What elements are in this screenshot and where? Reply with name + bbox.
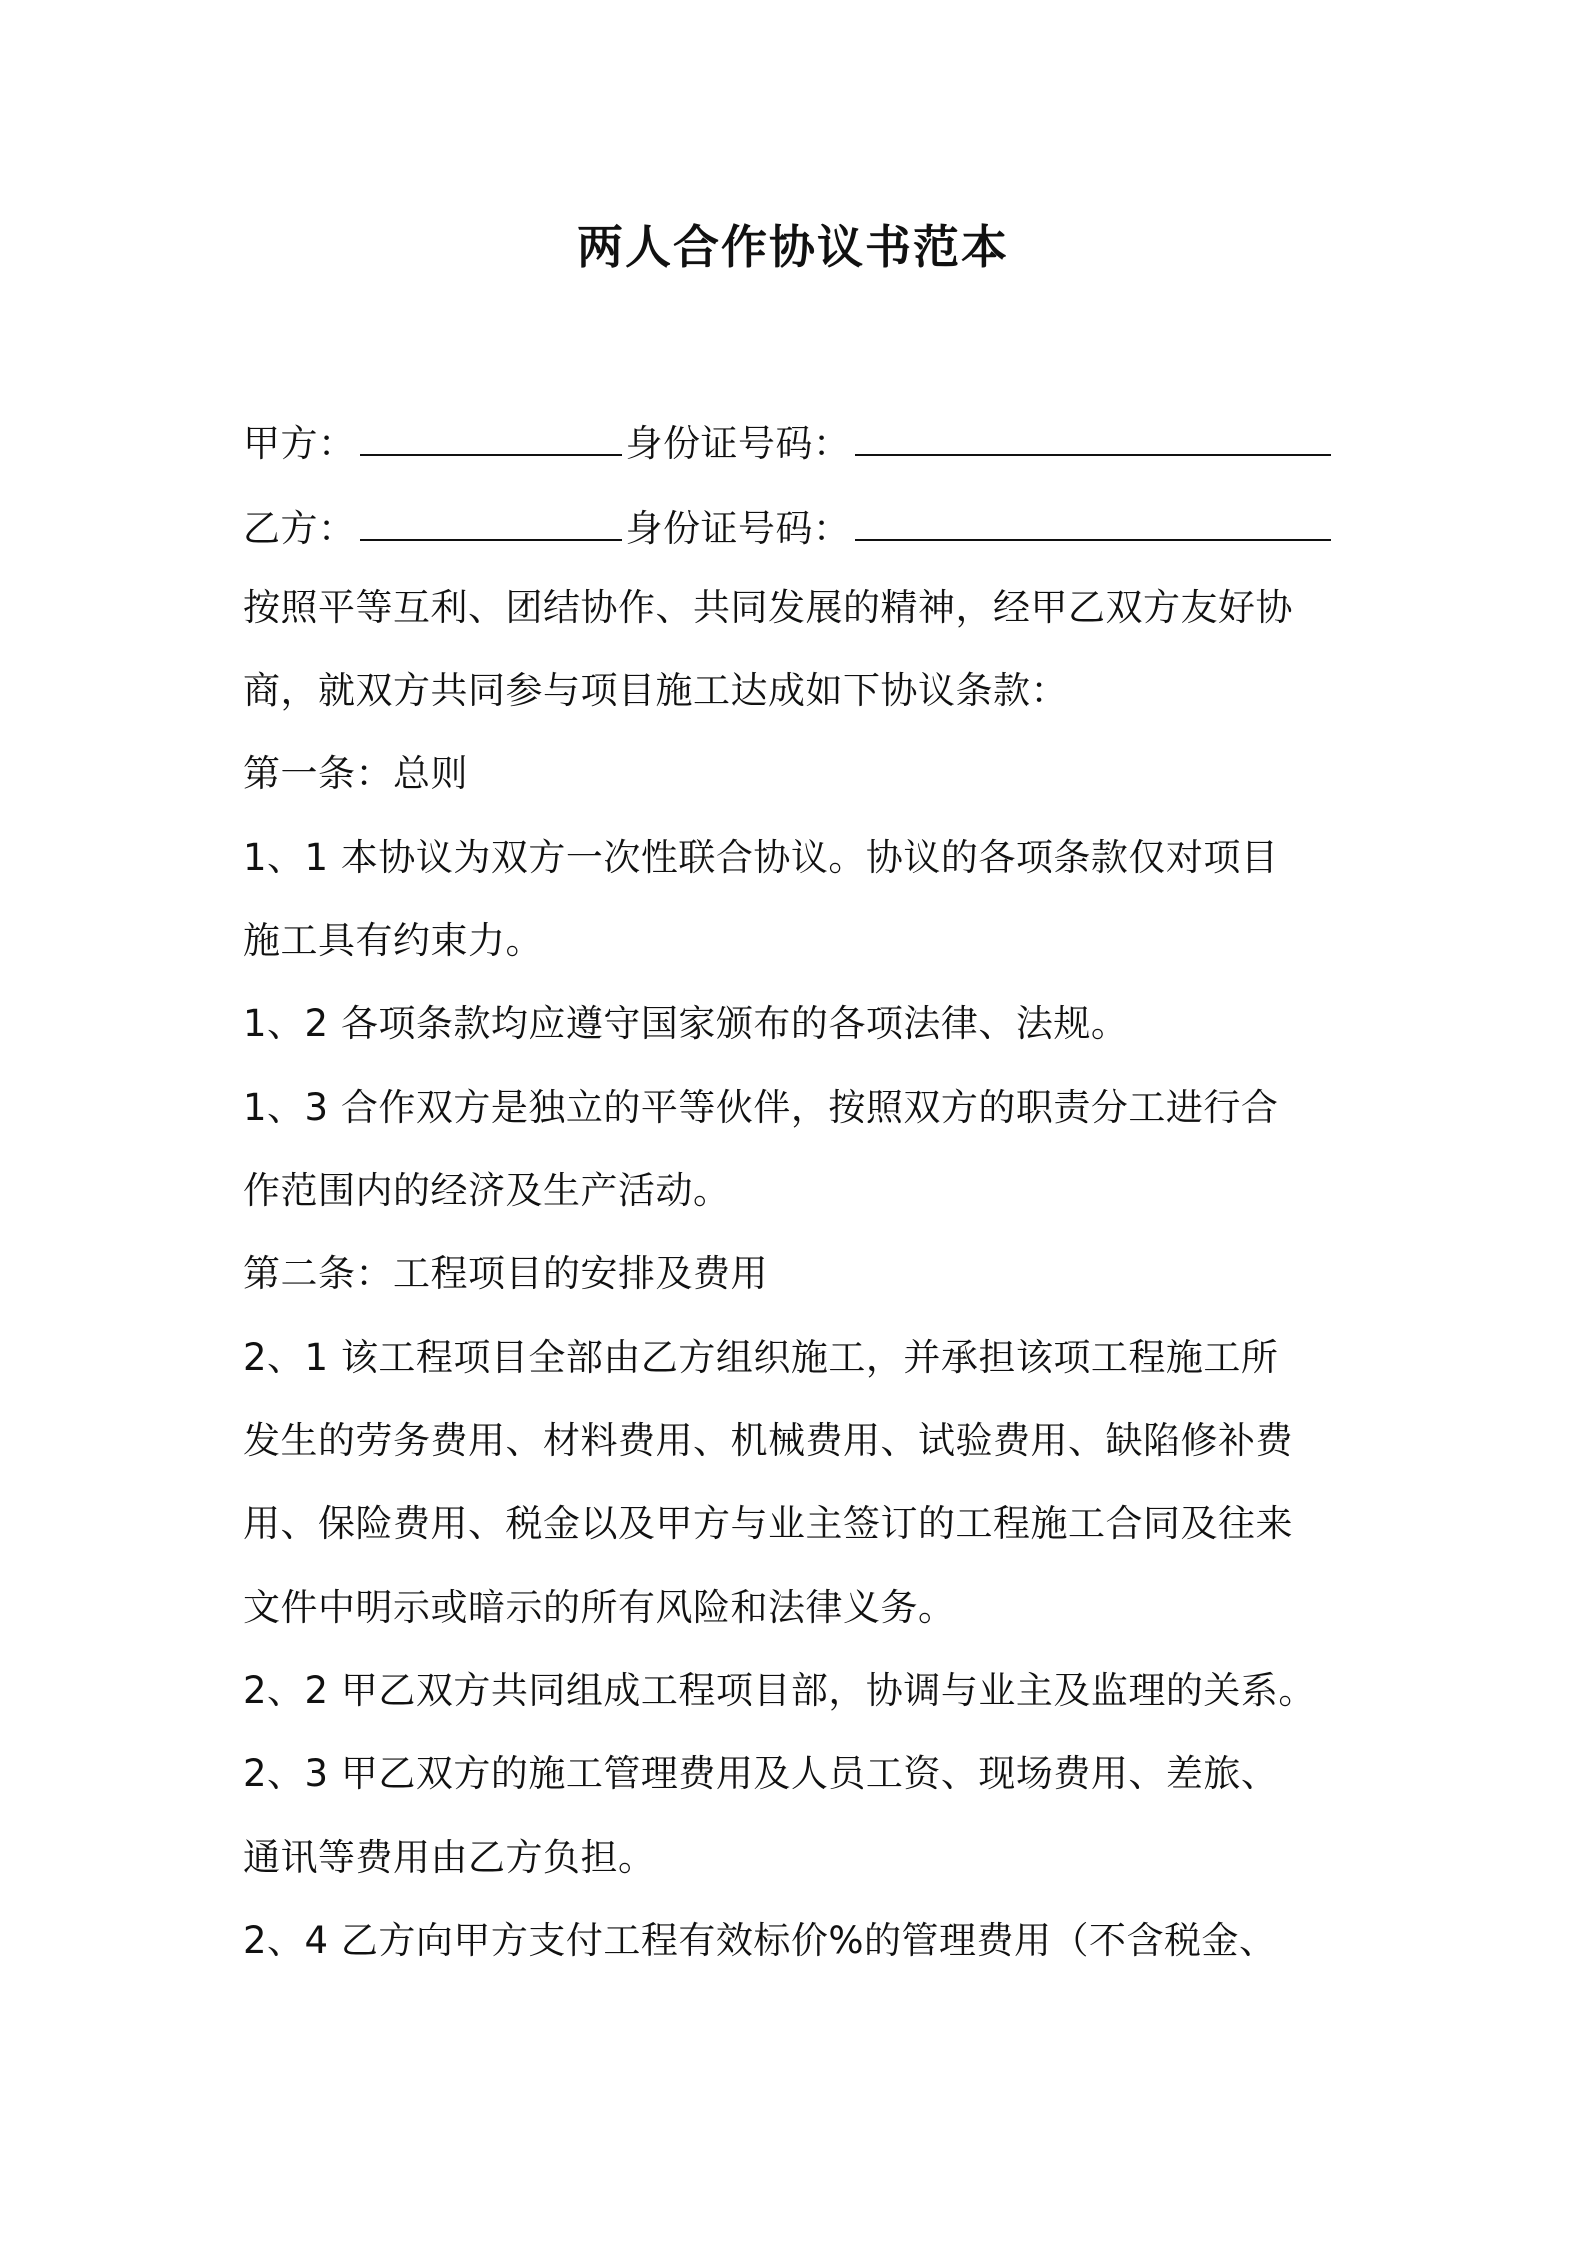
body-line: 2、3 甲乙双方的施工管理费用及人员工资、现场费用、差旅、 — [243, 1752, 1279, 1795]
body-line: 文件中明示或暗示的所有风险和法律义务。 — [243, 1586, 956, 1629]
body-line: 1、2 各项条款均应遵守国家颁布的各项法律、法规。 — [243, 1002, 1129, 1045]
body-line: 2、4 乙方向甲方支付工程有效标价%的管理费用（不含税金、 — [243, 1919, 1277, 1962]
party-b-label: 乙方： — [243, 507, 356, 550]
body-line: 发生的劳务费用、材料费用、机械费用、试验费用、缺陷修补费 — [243, 1419, 1293, 1462]
section-heading: 第一条：总则 — [243, 752, 468, 795]
body-line: 2、2 甲乙双方共同组成工程项目部，协调与业主及监理的关系。 — [243, 1669, 1316, 1712]
body-line: 按照平等互利、团结协作、共同发展的精神，经甲乙双方友好协 — [243, 586, 1293, 629]
party-b-id-blank — [855, 509, 1331, 541]
party-a-label: 甲方： — [243, 422, 356, 465]
body-line: 通讯等费用由乙方负担。 — [243, 1836, 656, 1879]
party-a-id-blank — [855, 424, 1331, 456]
body-line: 1、3 合作双方是独立的平等伙伴，按照双方的职责分工进行合 — [243, 1086, 1279, 1129]
document-title: 两人合作协议书范本 — [577, 220, 1009, 274]
body-line: 作范围内的经济及生产活动。 — [243, 1169, 731, 1212]
body-line: 商，就双方共同参与项目施工达成如下协议条款： — [243, 669, 1068, 712]
party-b-row — [243, 503, 1335, 555]
party-a-row — [243, 418, 1335, 470]
body-line: 用、保险费用、税金以及甲方与业主签订的工程施工合同及往来 — [243, 1502, 1293, 1545]
party-a-id-label: 身份证号码： — [625, 422, 851, 465]
section-heading: 第二条：工程项目的安排及费用 — [243, 1252, 768, 1295]
body-line: 施工具有约束力。 — [243, 919, 543, 962]
party-a-name-blank — [360, 424, 622, 456]
party-b-id-label: 身份证号码： — [625, 507, 851, 550]
body-line: 1、1 本协议为双方一次性联合协议。协议的各项条款仅对项目 — [243, 836, 1279, 879]
party-b-name-blank — [360, 509, 622, 541]
body-line: 2、1 该工程项目全部由乙方组织施工，并承担该项工程施工所 — [243, 1336, 1279, 1379]
